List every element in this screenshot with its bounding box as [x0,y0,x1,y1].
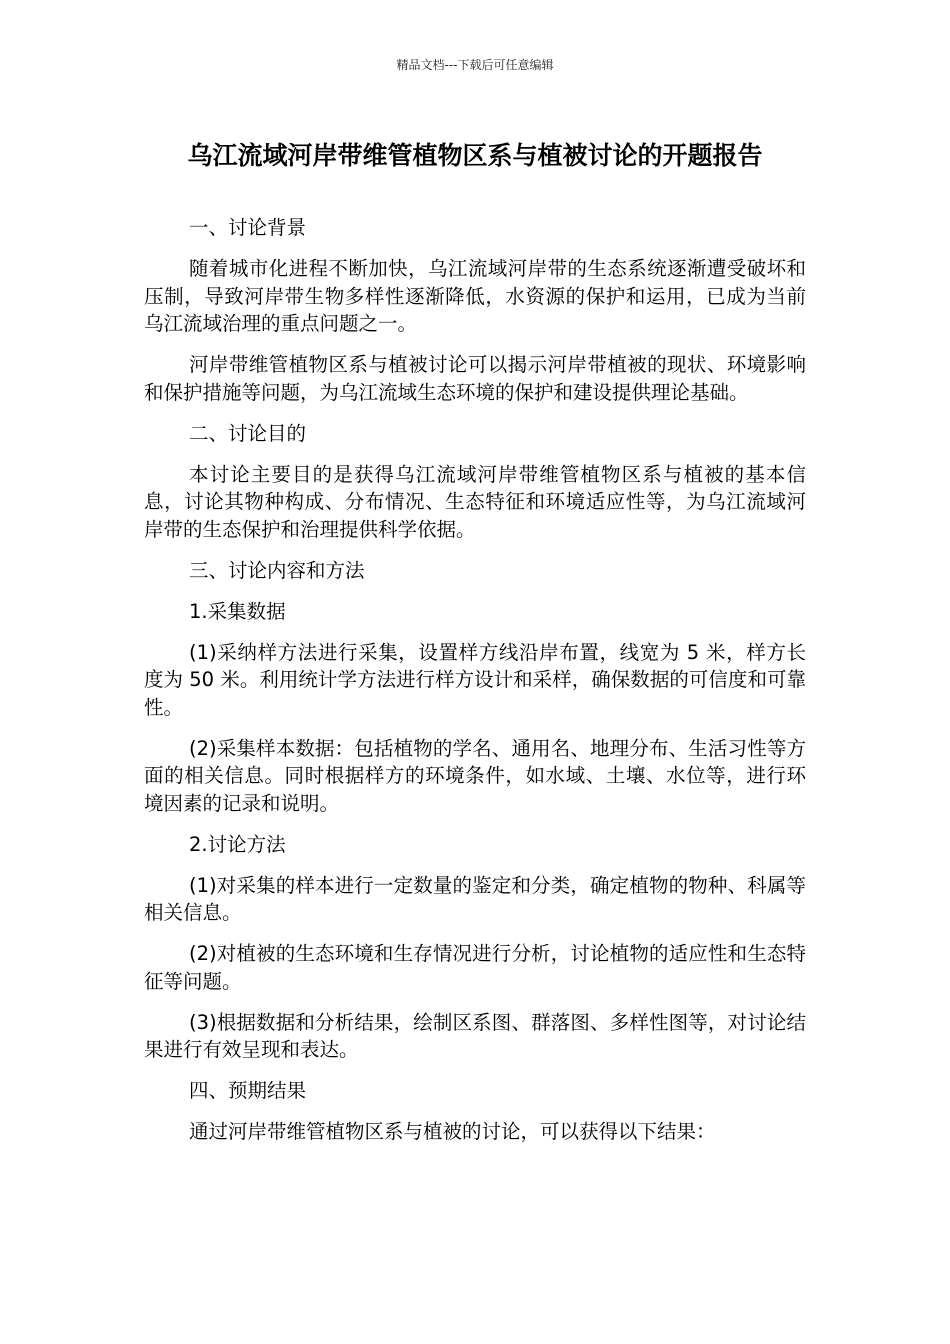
paragraph-method-1: (1)对采集的样本进行一定数量的鉴定和分类，确定植物的物种、科属等相关信息。 [144,873,806,924]
section-heading-background: 一、讨论背景 [189,216,307,239]
paragraph-collection-2: (2)采集样本数据：包括植物的学名、通用名、地理分布、生活习性等方面的相关信息。同时根据样方的环境条件，如水域、土壤、水位等，进行环境因素的记录和说明。 [144,736,806,815]
section-heading-content-methods: 三、讨论内容和方法 [189,558,365,582]
paragraph-background-2: 河岸带维管植物区系与植被讨论可以揭示河岸带植被的现状、环境影响和保护措施等问题，为乌江流域生态环境的保护和建设提供理论基础。 [144,353,806,404]
subheading-methods: 2.讨论方法 [189,832,286,856]
paragraph-expected-results: 通过河岸带维管植物区系与植被的讨论，可以获得以下结果： [189,1120,716,1143]
document-body [144,214,806,1159]
paragraph-method-2: (2)对植被的生态环境和生存情况进行分析，讨论植物的适应性和生态特征等问题。 [144,942,806,993]
document-title: 乌江流域河岸带维管植物区系与植被讨论的开题报告 [187,141,763,170]
header-note: 精品文档---下载后可任意编辑 [396,58,554,72]
subheading-data-collection: 1.采集数据 [189,599,286,623]
paragraph-method-3: (3)根据数据和分析结果，绘制区系图、群落图、多样性图等，对讨论结果进行有效呈现和表达。 [144,1010,806,1061]
section-heading-purpose: 二、讨论目的 [189,421,307,445]
section-heading-expected-results: 四、预期结果 [189,1079,307,1102]
paragraph-background-1: 随着城市化进程不断加快，乌江流域河岸带的生态系统逐渐遭受破坏和压制，导致河岸带生物多样性逐渐降低，水资源的保护和运用，已成为当前乌江流域治理的重点问题之一。 [144,257,806,335]
paragraph-purpose: 本讨论主要目的是获得乌江流域河岸带维管植物区系与植被的基本信息，讨论其物种构成、分布情况、生态特征和环境适应性等，为乌江流域河岸带的生态保护和治理提供科学依据。 [144,462,806,541]
paragraph-collection-1: (1)采纳样方法进行采集，设置样方线沿岸布置，线宽为 5 米，样方长度为 50 米。利用统计学方法进行样方设计和采样，确保数据的可信度和可靠性。 [144,640,806,719]
